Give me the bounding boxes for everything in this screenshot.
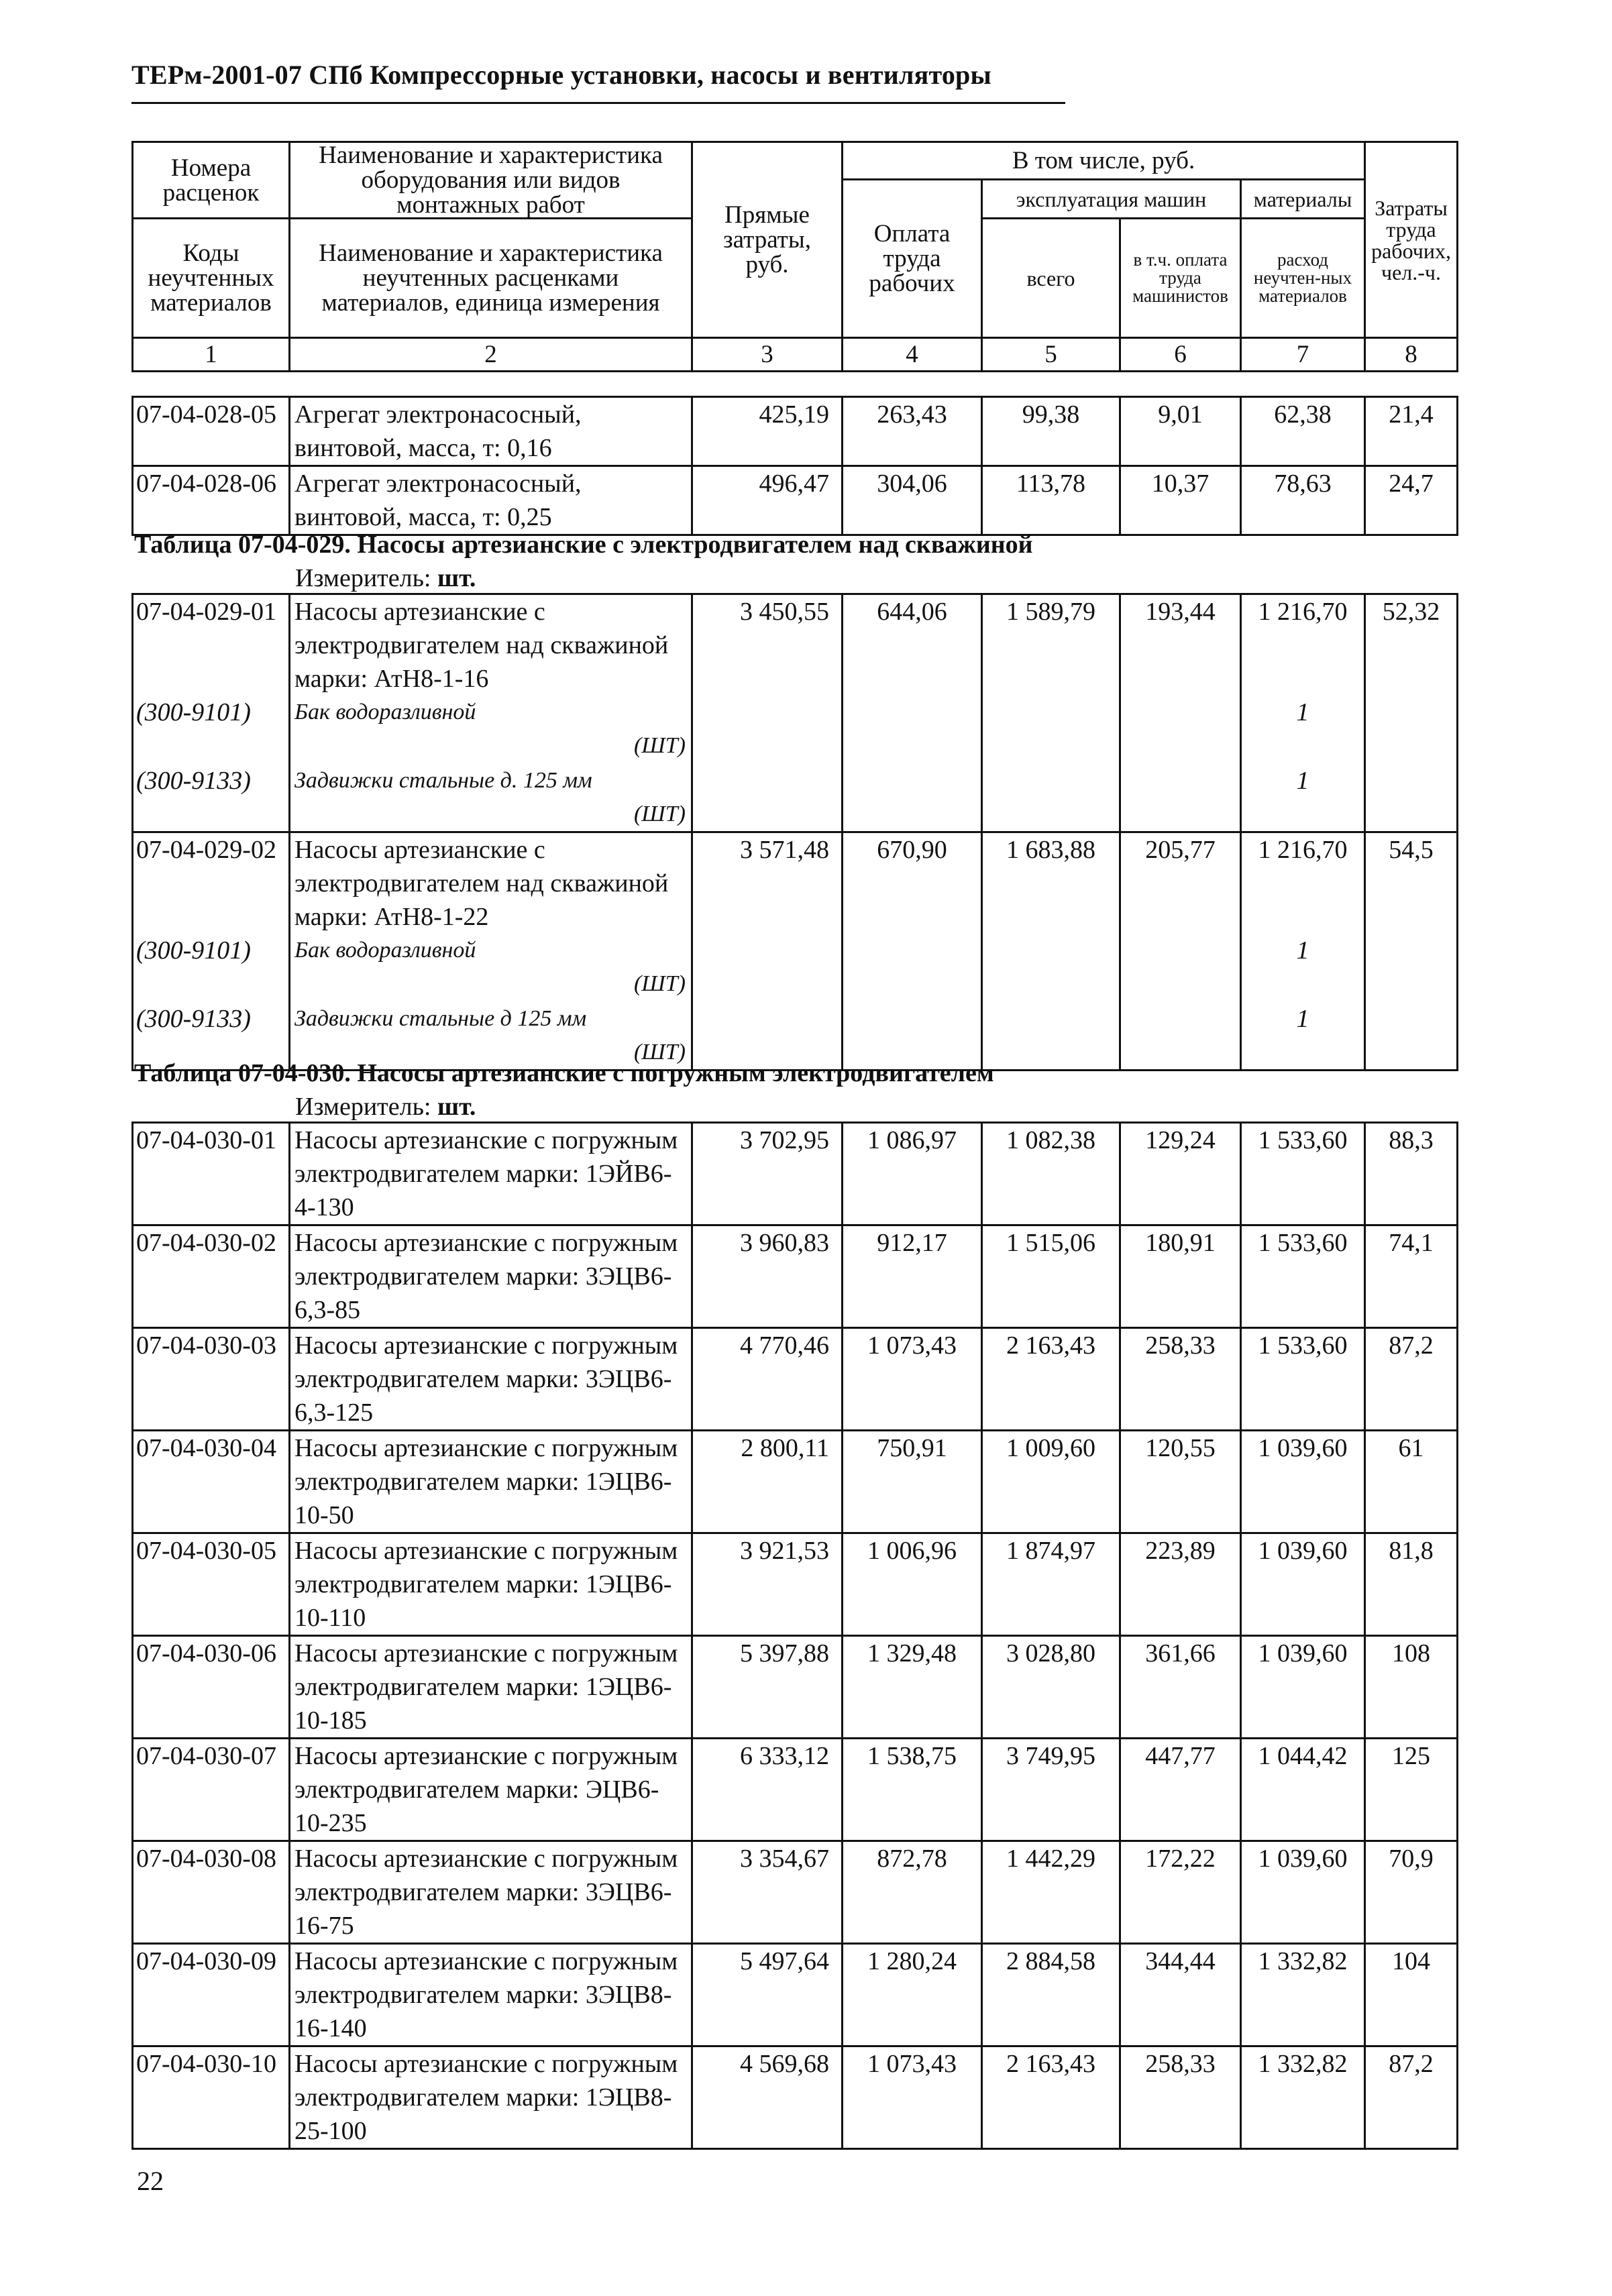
operators-pay: 447,77 bbox=[1120, 1739, 1241, 1841]
rate-code: 07-04-030-03 bbox=[133, 1328, 290, 1431]
empty-cell bbox=[843, 764, 982, 832]
table-07-04-028-rows bbox=[131, 396, 1458, 536]
table-row bbox=[133, 1123, 1458, 1225]
material-name: Задвижки стальные д 125 мм bbox=[294, 1006, 587, 1031]
operators-pay: 129,24 bbox=[1120, 1123, 1241, 1225]
material-qty: 1 bbox=[1241, 764, 1365, 832]
col-work-name-header: Наименование и характеристика оборудования или видов монтажных работ bbox=[290, 142, 692, 219]
empty-cell bbox=[692, 764, 843, 832]
rate-code: 07-04-030-07 bbox=[133, 1739, 290, 1841]
col-number: 1 bbox=[133, 338, 290, 372]
rate-code: 07-04-030-04 bbox=[133, 1431, 290, 1533]
rate-name: Насосы артезианские с погружным электродвигателем марки: 1ЭЦВ6-10-185 bbox=[290, 1636, 692, 1739]
empty-cell bbox=[1365, 764, 1458, 832]
direct-costs: 3 354,67 bbox=[692, 1841, 843, 1944]
labor-hours: 87,2 bbox=[1365, 1328, 1458, 1431]
material-code: (300-9101) bbox=[133, 934, 290, 1002]
rate-name: Агрегат электронасосный, винтовой, масса, т: 0,25 bbox=[290, 466, 692, 535]
table-row bbox=[133, 594, 1458, 696]
material-cell bbox=[290, 696, 692, 764]
rate-name: Насосы артезианские с погружным электродвигателем марки: 3ЭЦВ8-16-140 bbox=[290, 1944, 692, 2046]
labor-pay: 1 329,48 bbox=[843, 1636, 982, 1739]
rate-name: Насосы артезианские с погружным электродвигателем марки: 1ЭЦВ6-10-110 bbox=[290, 1533, 692, 1636]
operators-pay: 120,55 bbox=[1120, 1431, 1241, 1533]
labor-hours: 61 bbox=[1365, 1431, 1458, 1533]
table-row bbox=[133, 1841, 1458, 1944]
machines-total: 3 028,80 bbox=[982, 1636, 1120, 1739]
measure-label: Измеритель: bbox=[295, 564, 431, 592]
rate-code: 07-04-030-08 bbox=[133, 1841, 290, 1944]
operators-pay: 10,37 bbox=[1120, 466, 1241, 535]
machines-total: 2 163,43 bbox=[982, 1328, 1120, 1431]
labor-hours: 52,32 bbox=[1365, 594, 1458, 696]
materials-cost: 1 332,82 bbox=[1241, 2046, 1365, 2149]
table-title: Таблица 07-04-029. Насосы артезианские с электродвигателем над скважиной bbox=[134, 531, 1033, 559]
labor-pay: 670,90 bbox=[843, 832, 982, 934]
materials-cost: 1 533,60 bbox=[1241, 1225, 1365, 1328]
labor-hours: 87,2 bbox=[1365, 2046, 1458, 2149]
materials-cost: 1 332,82 bbox=[1241, 1944, 1365, 2046]
machines-total: 99,38 bbox=[982, 397, 1120, 466]
operators-pay: 205,77 bbox=[1120, 832, 1241, 934]
rate-code: 07-04-030-06 bbox=[133, 1636, 290, 1739]
rate-name: Насосы артезианские с электродвигателем над скважиной марки: АтН8-1-16 bbox=[290, 594, 692, 696]
material-row bbox=[133, 696, 1458, 764]
material-name: Бак водоразливной bbox=[294, 700, 476, 724]
materials-cost: 1 039,60 bbox=[1241, 1841, 1365, 1944]
measure-unit: шт. bbox=[437, 1093, 476, 1121]
rate-code: 07-04-030-09 bbox=[133, 1944, 290, 2046]
labor-pay: 872,78 bbox=[843, 1841, 982, 1944]
labor-hours: 108 bbox=[1365, 1636, 1458, 1739]
operators-pay: 180,91 bbox=[1120, 1225, 1241, 1328]
labor-hours: 70,9 bbox=[1365, 1841, 1458, 1944]
col-number: 3 bbox=[692, 338, 843, 372]
empty-cell bbox=[843, 934, 982, 1002]
col-labor-pay-header: Оплата труда рабочих bbox=[843, 180, 982, 338]
col-direct-costs-header: Прямые затраты, руб. bbox=[692, 142, 843, 338]
labor-pay: 912,17 bbox=[843, 1225, 982, 1328]
machines-total: 113,78 bbox=[982, 466, 1120, 535]
table-row bbox=[133, 832, 1458, 934]
direct-costs: 3 960,83 bbox=[692, 1225, 843, 1328]
machines-total: 1 589,79 bbox=[982, 594, 1120, 696]
col-material-codes-header: Коды неучтенных материалов bbox=[133, 219, 290, 338]
labor-pay: 1 006,96 bbox=[843, 1533, 982, 1636]
rate-code: 07-04-029-01 bbox=[133, 594, 290, 696]
empty-cell bbox=[1365, 696, 1458, 764]
operators-pay: 344,44 bbox=[1120, 1944, 1241, 2046]
col-rate-number-header: Номера расценок bbox=[133, 142, 290, 219]
col-machines-total-header: всего bbox=[982, 219, 1120, 338]
labor-pay: 1 280,24 bbox=[843, 1944, 982, 2046]
labor-hours: 125 bbox=[1365, 1739, 1458, 1841]
empty-cell bbox=[1120, 934, 1241, 1002]
labor-pay: 1 086,97 bbox=[843, 1123, 982, 1225]
empty-cell bbox=[1120, 696, 1241, 764]
material-unit: (ШТ) bbox=[633, 971, 686, 996]
machines-total: 1 082,38 bbox=[982, 1123, 1120, 1225]
table-row bbox=[133, 1739, 1458, 1841]
empty-cell bbox=[982, 934, 1120, 1002]
rate-code: 07-04-028-05 bbox=[133, 397, 290, 466]
rate-code: 07-04-030-10 bbox=[133, 2046, 290, 2149]
direct-costs: 4 770,46 bbox=[692, 1328, 843, 1431]
materials-cost: 1 533,60 bbox=[1241, 1123, 1365, 1225]
table-row bbox=[133, 1636, 1458, 1739]
direct-costs: 5 397,88 bbox=[692, 1636, 843, 1739]
materials-cost: 1 216,70 bbox=[1241, 832, 1365, 934]
direct-costs: 3 702,95 bbox=[692, 1123, 843, 1225]
materials-cost: 1 533,60 bbox=[1241, 1328, 1365, 1431]
material-code: (300-9101) bbox=[133, 696, 290, 764]
empty-cell bbox=[843, 696, 982, 764]
rate-group bbox=[133, 832, 1458, 1071]
materials-cost: 1 039,60 bbox=[1241, 1431, 1365, 1533]
operators-pay: 223,89 bbox=[1120, 1533, 1241, 1636]
direct-costs: 3 450,55 bbox=[692, 594, 843, 696]
material-qty: 1 bbox=[1241, 1002, 1365, 1071]
table-body bbox=[133, 1123, 1458, 2149]
labor-pay: 644,06 bbox=[843, 594, 982, 696]
table-row bbox=[133, 2046, 1458, 2149]
operators-pay: 9,01 bbox=[1120, 397, 1241, 466]
direct-costs: 5 497,64 bbox=[692, 1944, 843, 2046]
col-materials-header: материалы bbox=[1241, 180, 1365, 219]
empty-cell bbox=[982, 696, 1120, 764]
rate-name: Насосы артезианские с погружным электродвигателем марки: ЭЦВ6-10-235 bbox=[290, 1739, 692, 1841]
labor-pay: 304,06 bbox=[843, 466, 982, 535]
operators-pay: 193,44 bbox=[1120, 594, 1241, 696]
empty-cell bbox=[692, 934, 843, 1002]
rate-name: Насосы артезианские с погружным электродвигателем марки: 1ЭЦВ6-10-50 bbox=[290, 1431, 692, 1533]
rate-name: Насосы артезианские с электродвигателем над скважиной марки: АтН8-1-22 bbox=[290, 832, 692, 934]
empty-cell bbox=[1365, 1002, 1458, 1071]
machines-total: 1 515,06 bbox=[982, 1225, 1120, 1328]
direct-costs: 425,19 bbox=[692, 397, 843, 466]
rate-code: 07-04-030-05 bbox=[133, 1533, 290, 1636]
operators-pay: 361,66 bbox=[1120, 1636, 1241, 1739]
col-operators-pay-header: в т.ч. оплата труда машинистов bbox=[1120, 219, 1241, 338]
material-cell bbox=[290, 934, 692, 1002]
measure-unit: шт. bbox=[437, 564, 476, 592]
material-row bbox=[133, 934, 1458, 1002]
machines-total: 1 442,29 bbox=[982, 1841, 1120, 1944]
empty-cell bbox=[1120, 1002, 1241, 1071]
machines-total: 2 163,43 bbox=[982, 2046, 1120, 2149]
col-material-consumption-header: расход неучтен-ных материалов bbox=[1241, 219, 1365, 338]
material-name: Бак водоразливной bbox=[294, 938, 476, 963]
labor-hours: 88,3 bbox=[1365, 1123, 1458, 1225]
machines-total: 1 683,88 bbox=[982, 832, 1120, 934]
material-row bbox=[133, 764, 1458, 832]
col-number: 8 bbox=[1365, 338, 1458, 372]
rate-code: 07-04-029-02 bbox=[133, 832, 290, 934]
material-code: (300-9133) bbox=[133, 1002, 290, 1071]
operators-pay: 172,22 bbox=[1120, 1841, 1241, 1944]
col-number: 4 bbox=[843, 338, 982, 372]
labor-hours: 24,7 bbox=[1365, 466, 1458, 535]
measure-label: Измеритель: bbox=[295, 1093, 431, 1121]
rate-code: 07-04-030-01 bbox=[133, 1123, 290, 1225]
table-07-04-030 bbox=[131, 1122, 1458, 2150]
running-header: ТЕРм-2001-07 СПб Компрессорные установки, насосы и вентиляторы bbox=[131, 60, 991, 90]
col-labor-hours-header: Затраты труда рабочих, чел.-ч. bbox=[1365, 142, 1458, 338]
table-row bbox=[133, 397, 1458, 466]
labor-hours: 74,1 bbox=[1365, 1225, 1458, 1328]
direct-costs: 496,47 bbox=[692, 466, 843, 535]
rate-name: Насосы артезианские с погружным электродвигателем марки: 1ЭЙВ6-4-130 bbox=[290, 1123, 692, 1225]
direct-costs: 6 333,12 bbox=[692, 1739, 843, 1841]
materials-cost: 1 216,70 bbox=[1241, 594, 1365, 696]
measure-line bbox=[295, 1092, 476, 1122]
labor-hours: 81,8 bbox=[1365, 1533, 1458, 1636]
col-number: 2 bbox=[290, 338, 692, 372]
col-number: 7 bbox=[1241, 338, 1365, 372]
material-name: Задвижки стальные д. 125 мм bbox=[294, 768, 592, 793]
empty-cell bbox=[982, 764, 1120, 832]
col-number: 5 bbox=[982, 338, 1120, 372]
table-row bbox=[133, 1328, 1458, 1431]
empty-cell bbox=[1365, 934, 1458, 1002]
operators-pay: 258,33 bbox=[1120, 1328, 1241, 1431]
table-title: Таблица 07-04-030. Насосы артезианские с погружным электродвигателем bbox=[134, 1059, 994, 1087]
operators-pay: 258,33 bbox=[1120, 2046, 1241, 2149]
material-unit: (ШТ) bbox=[633, 802, 686, 826]
empty-cell bbox=[1120, 764, 1241, 832]
material-cell bbox=[290, 764, 692, 832]
col-machines-header: эксплуатация машин bbox=[982, 180, 1241, 219]
column-numbers-row bbox=[133, 338, 1458, 372]
table-row bbox=[133, 1225, 1458, 1328]
material-unit: (ШТ) bbox=[633, 1040, 686, 1064]
direct-costs: 3 921,53 bbox=[692, 1533, 843, 1636]
labor-pay: 750,91 bbox=[843, 1431, 982, 1533]
direct-costs: 4 569,68 bbox=[692, 2046, 843, 2149]
table-row bbox=[133, 466, 1458, 535]
labor-hours: 54,5 bbox=[1365, 832, 1458, 934]
material-code: (300-9133) bbox=[133, 764, 290, 832]
materials-cost: 62,38 bbox=[1241, 397, 1365, 466]
table-07-04-029 bbox=[131, 593, 1458, 1071]
direct-costs: 2 800,11 bbox=[692, 1431, 843, 1533]
table-row bbox=[133, 1431, 1458, 1533]
col-material-name-header: Наименование и характеристика неучтенных расценками материалов, единица измерения bbox=[290, 219, 692, 338]
rate-code: 07-04-028-06 bbox=[133, 466, 290, 535]
materials-cost: 1 044,42 bbox=[1241, 1739, 1365, 1841]
machines-total: 1 874,97 bbox=[982, 1533, 1120, 1636]
table-row bbox=[133, 1533, 1458, 1636]
rate-name: Насосы артезианские с погружным электродвигателем марки: 1ЭЦВ8-25-100 bbox=[290, 2046, 692, 2149]
empty-cell bbox=[692, 696, 843, 764]
col-number: 6 bbox=[1120, 338, 1241, 372]
direct-costs: 3 571,48 bbox=[692, 832, 843, 934]
labor-hours: 104 bbox=[1365, 1944, 1458, 2046]
rate-code: 07-04-030-02 bbox=[133, 1225, 290, 1328]
labor-pay: 1 073,43 bbox=[843, 2046, 982, 2149]
measure-line bbox=[295, 563, 476, 593]
labor-pay: 1 073,43 bbox=[843, 1328, 982, 1431]
material-qty: 1 bbox=[1241, 696, 1365, 764]
table-row bbox=[133, 1944, 1458, 2046]
header-rule bbox=[131, 102, 1065, 104]
materials-cost: 1 039,60 bbox=[1241, 1636, 1365, 1739]
column-header-table bbox=[131, 141, 1458, 372]
rate-name: Насосы артезианские с погружным электродвигателем марки: 3ЭЦВ6-6,3-85 bbox=[290, 1225, 692, 1328]
labor-pay: 1 538,75 bbox=[843, 1739, 982, 1841]
rate-name: Насосы артезианские с погружным электродвигателем марки: 3ЭЦВ6-16-75 bbox=[290, 1841, 692, 1944]
material-unit: (ШТ) bbox=[633, 733, 686, 758]
rate-group bbox=[133, 594, 1458, 832]
rate-name: Агрегат электронасосный, винтовой, масса, т: 0,16 bbox=[290, 397, 692, 466]
labor-hours: 21,4 bbox=[1365, 397, 1458, 466]
materials-cost: 78,63 bbox=[1241, 466, 1365, 535]
page-number: 22 bbox=[137, 2166, 164, 2196]
labor-pay: 263,43 bbox=[843, 397, 982, 466]
material-qty: 1 bbox=[1241, 934, 1365, 1002]
materials-cost: 1 039,60 bbox=[1241, 1533, 1365, 1636]
col-group-header: В том числе, руб. bbox=[843, 142, 1365, 180]
machines-total: 2 884,58 bbox=[982, 1944, 1120, 2046]
empty-cell bbox=[982, 1002, 1120, 1071]
rate-name: Насосы артезианские с погружным электродвигателем марки: 3ЭЦВ6-6,3-125 bbox=[290, 1328, 692, 1431]
machines-total: 1 009,60 bbox=[982, 1431, 1120, 1533]
machines-total: 3 749,95 bbox=[982, 1739, 1120, 1841]
